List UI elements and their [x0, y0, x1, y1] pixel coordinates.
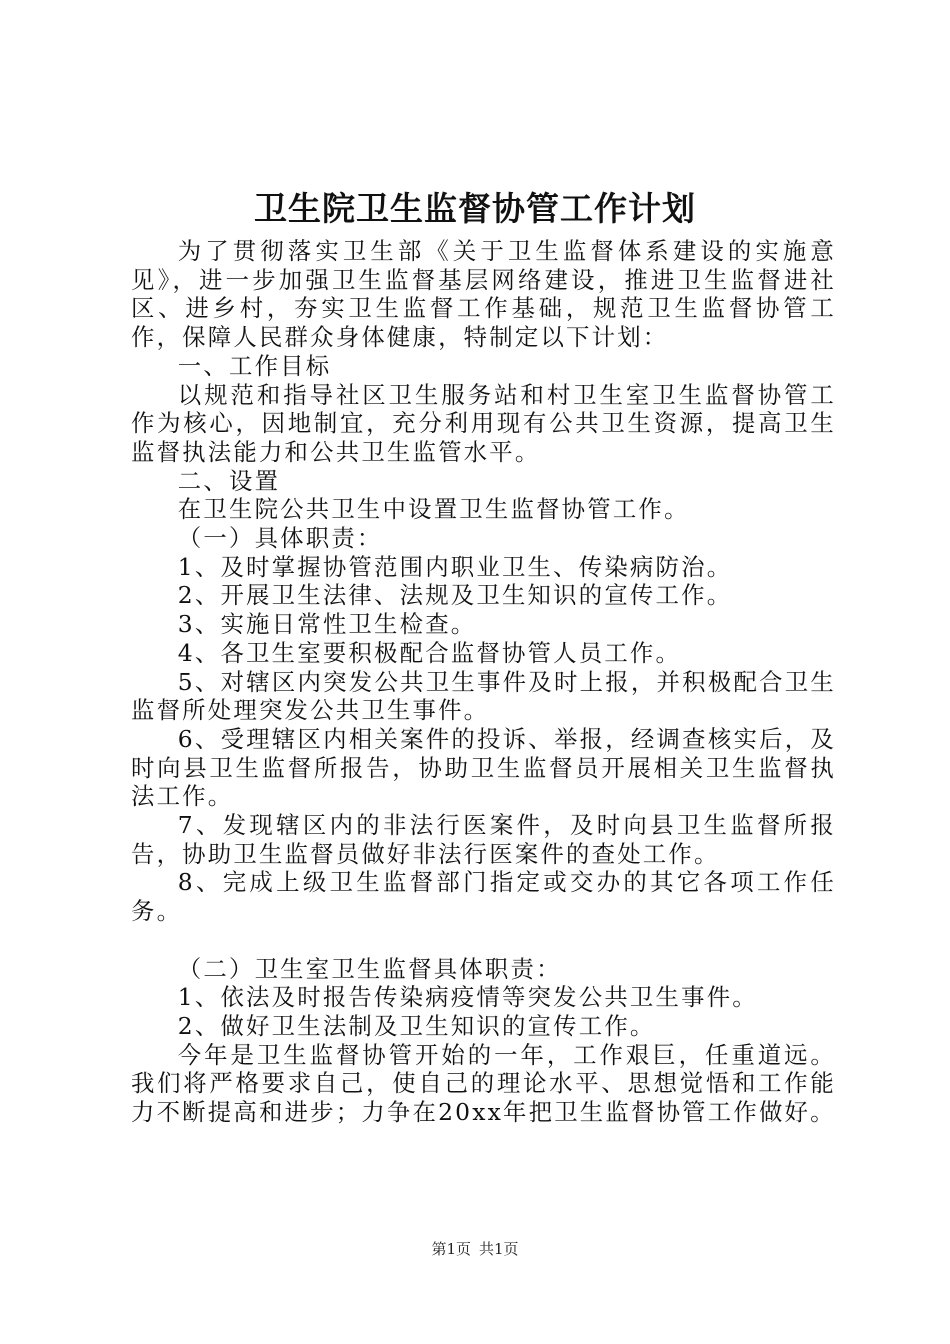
page-number: 第1页 — [431, 1240, 471, 1258]
page-title: 卫生院卫生监督协管工作计划 — [254, 189, 696, 228]
list-item: 1、及时掌握协管范围内职业卫生、传染病防治。 — [177, 552, 733, 581]
closing-paragraph: 今年是卫生监督协管开始的一年，工作艰巨，任重道远。我们将严格要求自己，使自己的理论水平、思想觉悟和工作能力不断提高和进步；力争在20xx年把卫生监督协管工作做好。 — [131, 1040, 836, 1127]
subsection-heading-clinic-duties: （二）卫生室卫生监督具体职责： — [177, 954, 562, 983]
list-item: 1、依法及时报告传染病疫情等突发公共卫生事件。 — [177, 983, 758, 1012]
page-footer — [0, 1238, 950, 1260]
paragraph-spacer — [131, 926, 836, 955]
list-item: 2、开展卫生法律、法规及卫生知识的宣传工作。 — [177, 581, 733, 610]
goals-paragraph: 以规范和指导社区卫生服务站和村卫生室卫生监督协管工作为核心，因地制宜，充分利用现有公共卫生资源，提高卫生监督执法能力和公共卫生监管水平。 — [131, 380, 836, 466]
document-body — [131, 237, 836, 1127]
list-item: 5、对辖区内突发公共卫生事件及时上报，并积极配合卫生监督所处理突发公共卫生事件。 — [131, 667, 836, 725]
list-item: 2、做好卫生法制及卫生知识的宣传工作。 — [177, 1011, 656, 1040]
list-item: 6、受理辖区内相关案件的投诉、举报，经调查核实后，及时向县卫生监督所报告，协助卫生监督员开展相关卫生监督执法工作。 — [131, 724, 836, 811]
page-total: 共1页 — [479, 1240, 519, 1258]
intro-paragraph: 为了贯彻落实卫生部《关于卫生监督体系建设的实施意见》，进一步加强卫生监督基层网络建设，推进卫生监督进社区、进乡村，夯实卫生监督工作基础，规范卫生监督协管工作，保障人民群众身体健康，特制定以下计划： — [131, 237, 836, 352]
list-item: 3、实施日常性卫生检查。 — [177, 610, 477, 639]
setup-paragraph: 在卫生院公共卫生中设置卫生监督协管工作。 — [177, 495, 690, 524]
list-item: 7、发现辖区内的非法行医案件，及时向县卫生监督所报告，协助卫生监督员做好非法行医案件的查处工作。 — [131, 811, 836, 868]
subsection-heading-duties: （一）具体职责： — [177, 524, 383, 553]
list-item: 4、各卫生室要积极配合监督协管人员工作。 — [177, 638, 682, 667]
section-heading-setup: 二、设置 — [177, 466, 281, 495]
section-heading-goals: 一、工作目标 — [177, 351, 332, 380]
list-item: 8、完成上级卫生监督部门指定或交办的其它各项工作任务。 — [131, 868, 836, 926]
